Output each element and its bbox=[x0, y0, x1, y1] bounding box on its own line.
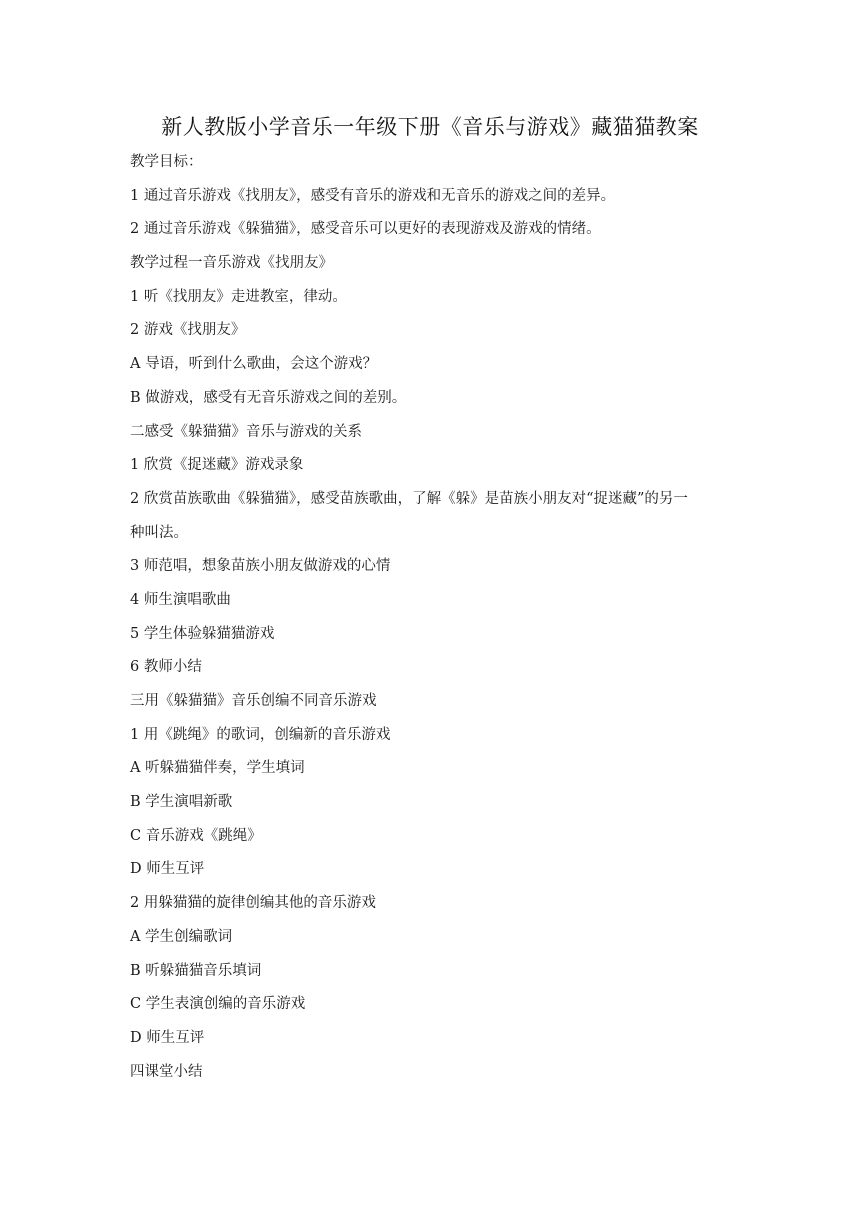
text-line: 2 通过音乐游戏《躲猫猫》，感受音乐可以更好的表现游戏及游戏的情绪。 bbox=[130, 221, 601, 238]
text-line: 教学目标： bbox=[130, 154, 203, 170]
text-line: A 学生创编歌词 bbox=[130, 928, 233, 945]
text-line: 1 通过音乐游戏《找朋友》，感受有音乐的游戏和无音乐的游戏之间的差异。 bbox=[130, 187, 616, 204]
document-body bbox=[130, 152, 740, 1095]
text-line: 2 用躲猫猫的旋律创编其他的音乐游戏 bbox=[130, 895, 376, 912]
text-line: 2 游戏《找朋友》 bbox=[130, 322, 246, 339]
text-line: 1 用《跳绳》的歌词，创编新的音乐游戏 bbox=[130, 726, 391, 743]
text-line: C 学生表演创编的音乐游戏 bbox=[130, 996, 306, 1013]
text-line: 1 欣赏《捉迷藏》游戏录象 bbox=[130, 457, 304, 474]
text-line: C 音乐游戏《跳绳》 bbox=[130, 827, 262, 844]
text-line: 三用《躲猫猫》音乐创编不同音乐游戏 bbox=[130, 693, 377, 709]
text-line: B 做游戏，感受有无音乐游戏之间的差别。 bbox=[130, 389, 407, 406]
text-line: A 导语，听到什么歌曲，会这个游戏？ bbox=[130, 356, 378, 373]
text-line: 4 师生演唱歌曲 bbox=[130, 591, 231, 608]
text-line: 种叫法。 bbox=[130, 524, 188, 541]
text-line: 5 学生体验躲猫猫游戏 bbox=[130, 625, 275, 642]
text-line: 教学过程一音乐游戏《找朋友》 bbox=[130, 255, 333, 272]
text-line: 二感受《躲猫猫》音乐与游戏的关系 bbox=[130, 423, 362, 440]
text-line: 3 师范唱，想象苗族小朋友做游戏的心情 bbox=[130, 558, 391, 575]
text-line: 6 教师小结 bbox=[130, 659, 202, 676]
text-line: 1 听《找朋友》走进教室，律动。 bbox=[130, 288, 347, 305]
text-line: A 听躲猫猫伴奏，学生填词 bbox=[130, 760, 305, 777]
text-line: D 师生互评 bbox=[130, 861, 205, 878]
document-title: 新人教版小学音乐一年级下册《音乐与游戏》藏猫猫教案 bbox=[161, 115, 699, 139]
text-line: 2 欣赏苗族歌曲《躲猫猫》，感受苗族歌曲，了解《躲》是苗族小朋友对“捉迷藏”的另一 bbox=[130, 490, 688, 507]
text-line: B 听躲猫猫音乐填词 bbox=[130, 962, 262, 979]
text-line: B 学生演唱新歌 bbox=[130, 794, 233, 811]
text-line: 四课堂小结 bbox=[130, 1063, 203, 1080]
text-line: D 师生互评 bbox=[130, 1029, 205, 1046]
